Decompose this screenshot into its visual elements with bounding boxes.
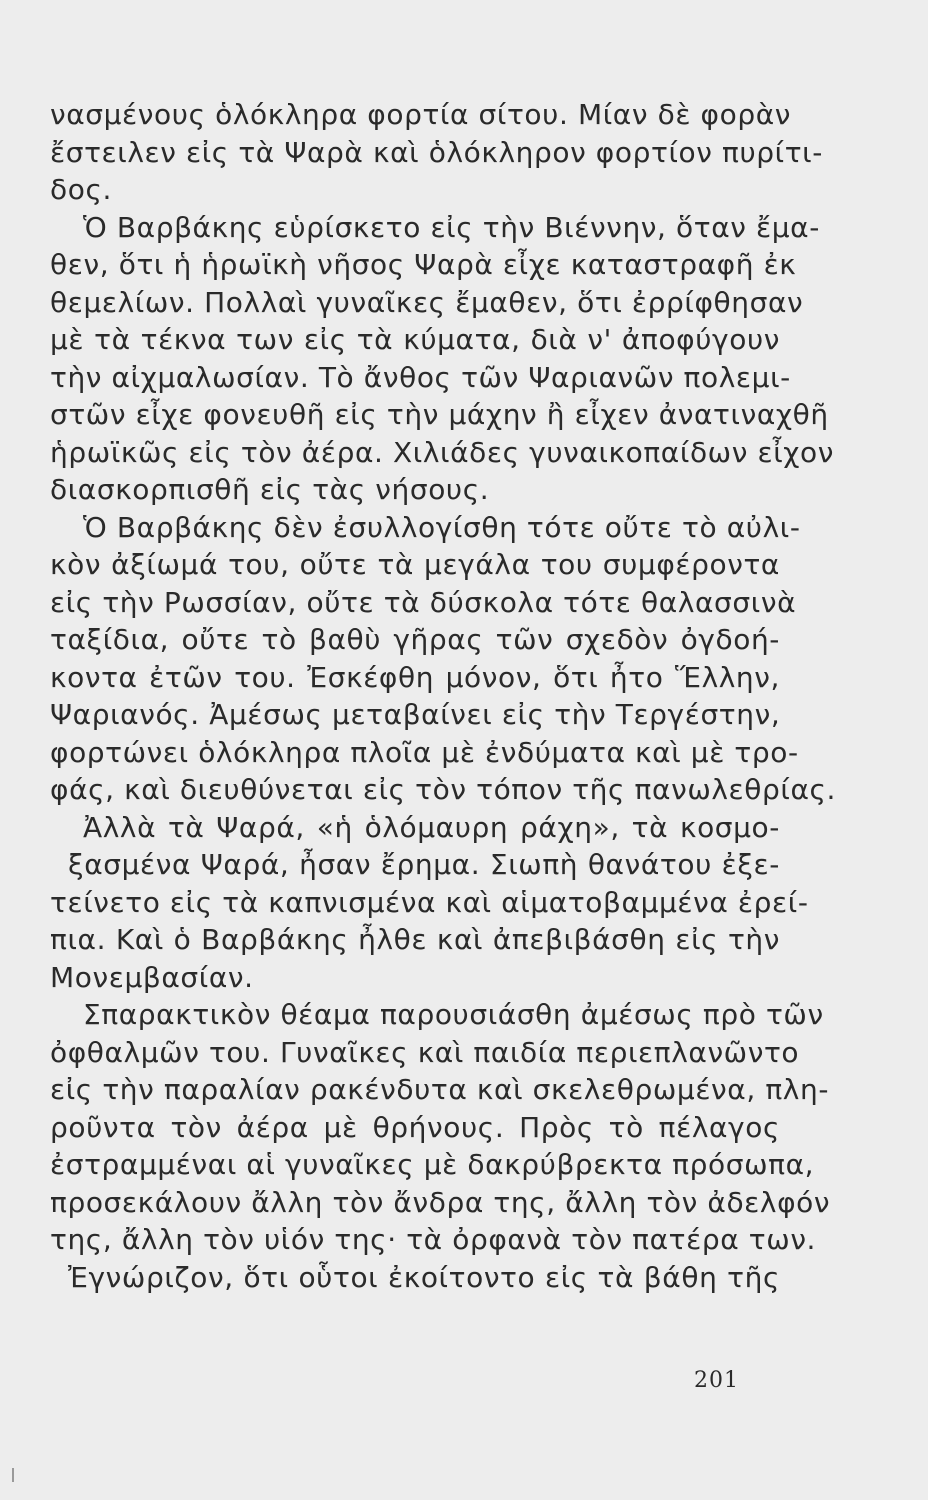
text-line-16: κοντα ἐτῶν του. Ἐσκέφθη μόνον, ὅτι ἦτο Ἕλλην,	[50, 660, 780, 694]
text-line-6: θεμελίων. Πολλαὶ γυναῖκες ἔμαθεν, ὅτι ἐρρίφθησαν	[50, 285, 804, 319]
text-line-5: θεν, ὅτι ἡ ἡρωϊκὴ νῆσος Ψαρὰ εἶχε καταστραφῆ ἐκ	[50, 248, 797, 281]
text-line-1: νασμένους ὁλόκληρα φορτία σίτου. Μίαν δὲ φορὰν	[50, 98, 792, 131]
text-line-23: πια. Καὶ ὁ Βαρβάκης ἦλθε καὶ ἀπεβιβάσθη εἰς τὴν	[50, 923, 780, 956]
text-line-17: Ψαριανός. Ἀμέσως μεταβαίνει εἰς τὴν Τεργέστην,	[50, 698, 781, 731]
text-line-25: Σπαρακτικὸν θέαμα παρουσιάσθη ἀμέσως πρὸ τῶν	[83, 998, 824, 1031]
text-line-12: Ὁ Βαρβάκης δὲν ἐσυλλογίσθη τότε οὔτε τὸ αὐλι-	[83, 510, 801, 544]
body-text	[50, 96, 837, 1296]
text-line-32: Ἐγνώριζον, ὅτι οὗτοι ἐκοίτοντο εἰς τὰ βάθη τῆς	[68, 1260, 780, 1294]
text-line-28: ροῦντα τὸν ἀέρα μὲ θρήνους. Πρὸς τὸ πέλαγος	[50, 1110, 780, 1144]
text-line-2: ἔστειλεν εἰς τὰ Ψαρὰ καὶ ὁλόκληρον φορτίον πυρίτι-	[50, 135, 823, 169]
text-line-30: προσεκάλουν ἄλλη τὸν ἄνδρα της, ἄλλη τὸν ἀδελφόν	[50, 1185, 831, 1219]
text-line-24: Μονεμβασίαν.	[50, 960, 254, 994]
text-line-7: μὲ τὰ τέκνα των εἰς τὰ κύματα, διὰ ν' ἀποφύγουν	[50, 323, 780, 356]
text-line-29: ἐστραμμέναι αἱ γυναῖκες μὲ δακρύβρεκτα πρόσωπα,	[50, 1148, 815, 1181]
text-line-15: ταξίδια, οὔτε τὸ βαθὺ γῆρας τῶν σχεδὸν ὀγδοή-	[50, 623, 780, 656]
text-line-26: ὀφθαλμῶν του. Γυναῖκες καὶ παιδία περιεπλανῶντο	[50, 1035, 800, 1069]
text-line-22: τείνετο εἰς τὰ καπνισμένα καὶ αἱματοβαμμένα ἐρεί-	[50, 885, 809, 919]
text-line-31: της, ἄλλη τὸν υἱόν της· τὰ ὀρφανὰ τὸν πατέρα των.	[50, 1223, 817, 1256]
text-line-3: δος.	[50, 173, 112, 206]
text-line-14: εἰς τὴν Ρωσσίαν, οὔτε τὰ δύσκολα τότε θαλασσινὰ	[50, 585, 797, 619]
page-number: 201	[694, 1368, 739, 1393]
text-line-8: τὴν αἰχμαλωσίαν. Τὸ ἄνθος τῶν Ψαριανῶν πολεμι-	[50, 360, 791, 394]
text-line-19: φάς, καὶ διευθύνεται εἰς τὸν τόπον τῆς πανωλεθρίας.	[50, 773, 837, 806]
text-line-21: ξασμένα Ψαρά, ἦσαν ἔρημα. Σιωπὴ θανάτου ἐξε-	[68, 848, 780, 881]
text-line-20: Ἀλλὰ τὰ Ψαρά, «ἡ ὁλόμαυρη ράχη», τὰ κοσμο-	[83, 810, 780, 844]
text-line-10: ἡρωϊκῶς εἰς τὸν ἀέρα. Χιλιάδες γυναικοπαίδων εἶχον	[50, 435, 835, 469]
scan-edge-mark	[12, 1468, 14, 1482]
text-line-27: εἰς τὴν παραλίαν ρακένδυτα καὶ σκελεθρωμένα, πλη-	[50, 1073, 830, 1106]
text-line-11: διασκορπισθῆ εἰς τὰς νήσους.	[50, 473, 490, 506]
text-line-9: στῶν εἶχε φονευθῆ εἰς τὴν μάχην ἢ εἶχεν ἀνατιναχθῆ	[50, 398, 829, 431]
text-line-13: κὸν ἀξίωμά του, οὔτε τὰ μεγάλα του συμφέροντα	[50, 548, 780, 581]
text-line-18: φορτώνει ὁλόκληρα πλοῖα μὲ ἐνδύματα καὶ μὲ τρο-	[50, 735, 799, 769]
text-line-4: Ὁ Βαρβάκης εὑρίσκετο εἰς τὴν Βιέννην, ὅταν ἔμα-	[83, 210, 820, 244]
